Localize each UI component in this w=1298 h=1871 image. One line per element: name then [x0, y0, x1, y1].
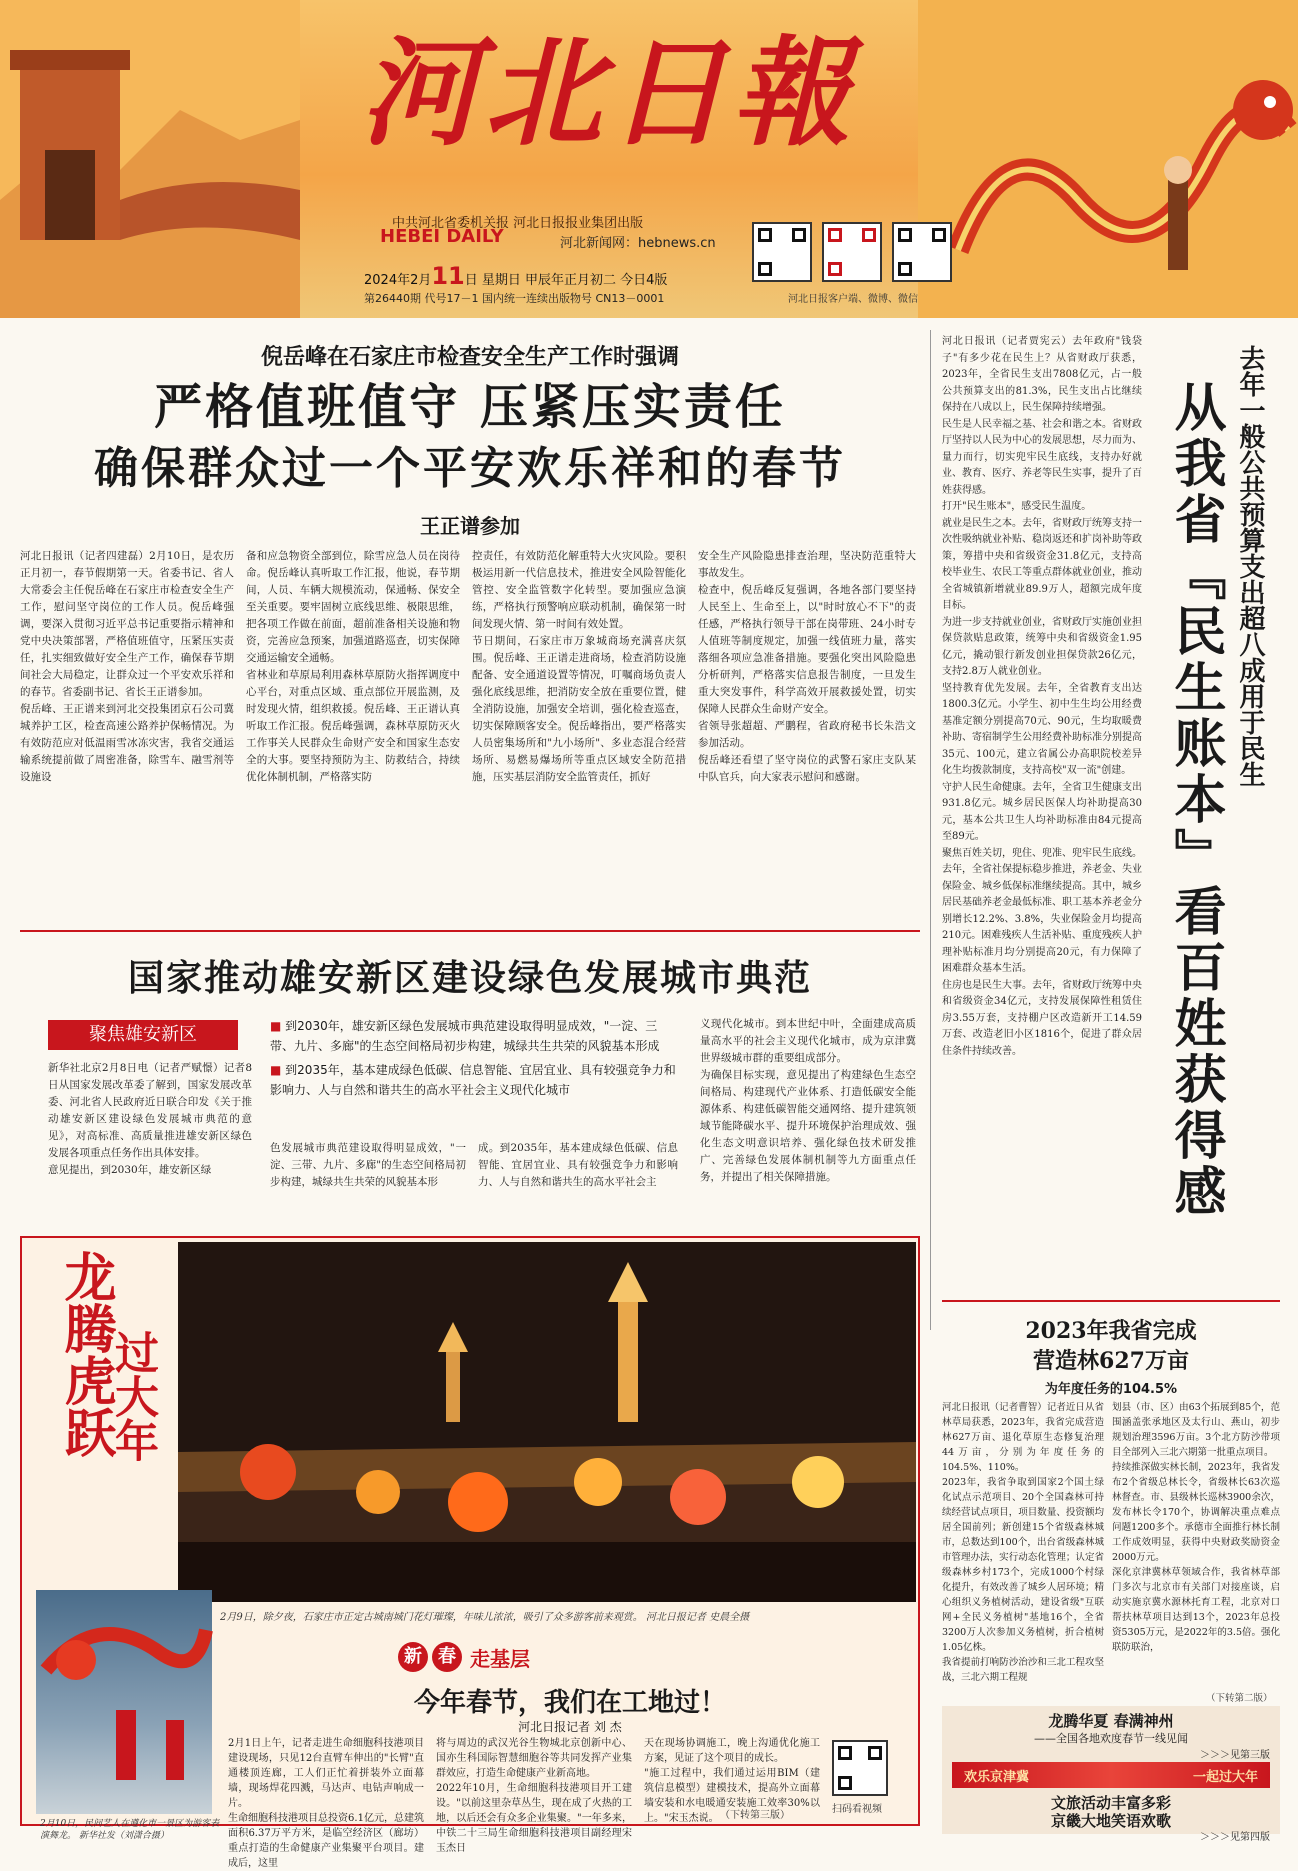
lead-column-4: 安全生产风险隐患排查治理，坚决防范重特大事故发生。 检查中，倪岳峰反复强调，各地各部门要坚持人民至上、生命至上，以"时时放心不下"的责任感，严格执行领导干部在岗带班、24小时专人值班等制度规定，加强一线值班力量，落实落细各项应急准备措施。要强化突出风险隐患分析研判，严格落实信息报告制度，一旦发生重大突发事件，科学高效开展救援处置，切实保障人民群众生命财产安全。 省领导张超超、严鹏程，省政府秘书长朱浩文参加活动。 倪岳峰还看望了坚守岗位的武警石家庄支队某中队官兵，向大家表示慰问和感谢。 — [698, 550, 916, 783]
column-tag-a: 新 — [398, 1642, 428, 1672]
teaser-banner — [952, 1762, 1270, 1788]
bullet-square-icon: ■ — [270, 1019, 282, 1033]
brand-en: HEBEI DAILY — [380, 226, 504, 247]
holiday-continued: （下转第三版） — [720, 1810, 790, 1821]
lantern-photo — [178, 1242, 916, 1602]
dragon-dance-caption: 2月10日，民间艺人在遵化市一景区为游客表演舞龙。 新华社发（刘潇合摄） — [40, 1819, 220, 1841]
qr-code-video[interactable] — [832, 1740, 888, 1796]
lantern-photo-image — [178, 1242, 916, 1602]
xiongan-column-3: 成。到2035年，基本建成绿色低碳、信息智能、宜居宜业、具有较强竞争力和影响力、人与自然和谐共生的高水平社会主 — [478, 1142, 678, 1188]
bullet-2030: ■ 到2030年，雄安新区绿色发展城市典范建设取得明显成效，"一淀、三带、九片、多廊"的生态空间格局初步构建，城绿共生共荣的风貌基本形成 — [270, 1019, 660, 1053]
lead-column-2: 备和应急物资全部到位，除雪应急人员在岗待命。倪岳峰认真听取工作汇报，他说，春节期间，人员、车辆大规模流动，保通畅、保安全至关重要。要牢固树立底线思维、极限思维，把各项工作做在前面，超前准备相关设施和物资，完善应急预案，加强道路巡查，切实保障交通运输安全通畅。 省林业和草原局利用森林草原防火指挥调度中心平台，对重点区域、重点部位开展监测，及时发现火情，组织救援。倪岳峰、王正谱认真听取工作汇报。倪岳峰强调，森林草原防灭火工作事关人民群众生命财产安全和国家生态安全的大事。要坚持预防为主、防救结合，持续优化体制机制，严格落实防 — [246, 550, 460, 783]
section-rule — [20, 930, 920, 932]
teaser-1-title[interactable]: 龙腾华夏 春满神州 — [1048, 1712, 1174, 1730]
holiday-story-title: 今年春节，我们在工地过！ — [413, 1688, 726, 1718]
date-suffix: 日 星期日 甲辰年正月初二 今日4版 — [464, 273, 668, 288]
holiday-column-3: 天在现场协调施工，晚上沟通优化施工方案，见证了这个项目的成长。 "施工过程中，我们通过运用BIM（建筑信息模型）建模技术，提高外立面幕墙安装和水电暖通安装施工效率30%以上。"宋玉杰说。 — [644, 1738, 820, 1824]
forest-continued: （下转第二版） — [1206, 1693, 1273, 1704]
lead-kicker: 倪岳峰在石家庄市检查安全生产工作时强调 — [260, 344, 679, 370]
lead-byline: 王正谱参加 — [420, 514, 520, 538]
qr-video-note: 扫码看视频 — [832, 1804, 882, 1815]
date-day: 11 — [431, 262, 465, 290]
xiongan-column-4: 义现代化城市。到本世纪中叶，全面建成高质量高水平的社会主义现代化城市，成为京津冀世界级城市群的重要组成部分。 为确保目标实现，意见提出了构建绿色生态空间格局、构建现代产业体系、打造低碳安全能源体系、构建低碳智能交通网络、提升建筑领域节能降碳水平、提升环境保护治理成效、强化生态文明意识培养、强化绿色技术研发推广、完善绿色发展体制机制等九方面重点任务，并提出了相关保障措施。 — [700, 1018, 916, 1183]
minsheng-title: 从我省『民生账本』看百姓获得感 — [1165, 380, 1226, 1220]
minsheng-column: 河北日报讯（记者贾宪云）去年政府"钱袋子"有多少花在民生上？从省财政厅获悉，2023年，全省民生支出7808亿元，占一般公共预算支出的81.3%，民生支出占比继续保持在八成以上，民生保障持续增强。 民生是人民幸福之基、社会和谐之本。省财政厅坚持以人民为中心的发展思想，尽力而为、量力而行，切实兜牢民生底线，支持办好就业、教育、医疗、养老等民生实事，提升了百姓获得感。 打开"民生账本"，感受民生温度。 就业是民生之本。去年，省财政厅统筹支持一次性吸纳就业补贴、稳岗返还和扩岗补助等政策，筹措中央和省级资金31.8亿元，支持高校毕业生、农民工等重点群体就业创业，推动全省城镇新增就业89.9万人，超额完成年度目标。 为进一步支持就业创业，省财政厅实施创业担保贷款贴息政策，统筹中央和省级资金1.95亿元，撬动银行新发创业担保贷款26亿元，支持2.8万人就业创业。 坚持教育优先发展。去年，全省教育支出达1800.3亿元。小学生、初中生生均公用经费基准定额分别提高70元、90元，生均取暖费补助、寄宿制学生公用经费补助标准分别提高35元、100元，建立省属公办高职院校差异化生均拨款制度，支持高校"双一流"创建。 守护人民生命健康。去年，全省卫生健康支出931.8亿元。城乡居民医保人均补助提高30元，基本公共卫生人均补助标准由84元提高至89元。 聚焦百姓关切，兜住、兜准、兜牢民生底线。 去年，全省社保提标稳步推进，养老金、失业保险金、城乡低保标准继续提高。其中，城乡居民基础养老金最低标准、职工基本养老金分别增长12.2%、3.8%，失业保险金月均提高210元。困难残疾人生活补贴、重度残疾人护理补贴标准月均分别提高20元，有力保障了困难群众基本生活。 住房也是民生大事。去年，省财政厅统筹中央和省级资金34亿元，支持发展保障性租赁住房3.55万套，支持棚户区改造新开工14.59万套、改造老旧小区1816个，促进了群众居住条件持续改善。 — [942, 336, 1142, 1057]
logo: 河北日報 — [360, 23, 857, 162]
bullet-2035: ■ 到2035年，基本建成绿色低碳、信息智能、宜居宜业、具有较强竞争力和影响力、人与自然和谐共生的高水平社会主义现代化城市 — [270, 1063, 676, 1097]
xiongan-title: 国家推动雄安新区建设绿色发展城市典范 — [127, 957, 812, 999]
banner-right: 一起过大年 — [1192, 1769, 1258, 1785]
holiday-vertical-1: 龙腾虎跃 — [55, 1250, 116, 1458]
masthead — [0, 0, 1298, 318]
forest-subtitle: 为年度任务的104.5% — [1044, 1382, 1178, 1397]
dragon-dance-image — [36, 1590, 212, 1814]
column-tag — [398, 1640, 530, 1674]
banner-left: 欢乐京津冀 — [964, 1769, 1030, 1785]
xiongan-bullets — [270, 1016, 680, 1116]
lead-column-3: 控责任，有效防范化解重特大火灾风险。要积极运用新一代信息技术，推进安全风险智能化管控、安全监管数字化转型。要加强应急演练，严格执行预警响应联动机制，确保第一时间发现火情、第一时间有效处置。 节日期间，石家庄市万象城商场充满喜庆氛围。倪岳峰、王正谱走进商场，检查消防设施配备、安全通道设置等情况，叮嘱商场负责人强化底线思维，把消防安全放在重要位置，健全消防设施，加强安全培训，强化检查巡查，切实保障顾客安全。倪岳峰指出，要严格落实人员密集场所和"九小场所"、多业态混合经营场所、易燃易爆场所等重点区域安全防范措施，压实基层消防安全监管责任，抓好 — [472, 550, 686, 783]
holiday-story-byline: 河北日报记者 刘 杰 — [518, 1720, 622, 1734]
website: 河北新闻网：hebnews.cn — [560, 236, 716, 251]
xiongan-column-2: 色发展城市典范建设取得明显成效，"一淀、三带、九片、多廊"的生态空间格局初步构建，城绿共生共荣的风貌基本形 — [270, 1142, 466, 1188]
holiday-column-1: 2月1日上午，记者走进生命细胞科技港项目建设现场，只见12台直臂车伸出的"长臂"直通楼顶连廊，工人们正忙着拼装外立面幕墙，现场焊花四溅，马达声、电钻声响成一片。 生命细胞科技港项目总投资6.1亿元，总建筑面积6.37万平方米，是临空经济区（廊坊）重点打造的生命健康产业集聚平台项目。建成后，这里 — [228, 1738, 424, 1869]
teaser-2-ref[interactable]: ＞＞＞见第四版 — [1200, 1832, 1270, 1843]
forest-title-1: 2023年我省完成 — [1025, 1318, 1197, 1344]
xiongan-tag: 聚焦雄安新区 — [48, 1020, 238, 1050]
column-tag-b: 春 — [432, 1642, 462, 1672]
qr-code-wechat[interactable] — [892, 222, 952, 282]
issue-date — [364, 262, 667, 290]
teaser-2-line1[interactable]: 文旅活动丰富多彩 — [1050, 1794, 1171, 1812]
bullet-square-icon: ■ — [270, 1063, 282, 1077]
dragon-illustration — [918, 0, 1298, 318]
forest-column-1: 河北日报讯（记者曹智）记者近日从省林草局获悉，2023年，我省完成营造林627万亩、退化草原生态修复治理44万亩，分别为年度任务的104.5%、110%。 2023年，我省争取到国家2个国土绿化试点示范项目、20个全国森林可持续经营试点项目，项目数量、投资额均居全国前列；新创建15个省级森林城市，总数达到100个，出台省级森林城市管理办法，实行动态化管理；认定省级森林乡村173个，完成1000个村绿化提升，有效改善了城乡人居环境；精心组织义务植树活动，建设省级"互联网+全民义务植树"基地16个，全省3200万人次参加义务植树，折合植树1.05亿株。 我省提前打响防沙治沙和三北工程攻坚战，三北六期工程规 — [942, 1402, 1104, 1683]
lantern-photo-caption: 2月9日，除夕夜，石家庄市正定古城南城门花灯璀璨，年味儿浓浓，吸引了众多游客前来观赏。 河北日报记者 史晨全摄 — [220, 1612, 750, 1623]
teaser-1-sub: ——全国各地欢度春节一线见闻 — [1034, 1732, 1188, 1745]
lead-title-line1: 严格值班值守 压紧压实责任 — [154, 379, 786, 435]
great-wall-illustration — [0, 0, 300, 318]
qr-code-app[interactable] — [752, 222, 812, 282]
issue-number: 第26440期 代号17－1 国内统一连续出版物号 CN13－0001 — [364, 292, 665, 305]
holiday-column-2: 将与周边的武汉光谷生物城北京创新中心、国亦生科国际智慧细胞谷等共同发挥产业集群效应，打造生命健康产业新高地。 2022年10月，生命细胞科技港项目开工建设。"以前这里杂草丛生，现在成了火热的工地，以后还会有众多企业集聚。"一年多来，中铁二十三局生命细胞科技港项目副经理宋玉杰日 — [436, 1738, 632, 1854]
publisher: 中共河北省委机关报 河北日报报业集团出版 — [392, 216, 644, 231]
lead-column-1: 河北日报讯（记者四建磊）2月10日，是农历正月初一，春节假期第一天。省委书记、省人大常委会主任倪岳峰在石家庄市检查安全生产工作，慰问坚守岗位的工作人员。倪岳峰强调，要深入贯彻习近平总书记重要指示精神和党中央决策部署，严格值班值守，压紧压实责任，扎实细致做好安全生产工作，确保春节期间社会大局稳定，让群众过一个平安欢乐祥和的春节。省委副书记、省长王正谱参加。 倪岳峰、王正谱来到河北交投集团京石公司冀城养护工区，检查高速公路养护保畅情况。为有效防范应对低温雨雪冰冻灾害，我省交通运输系统提前做了周密准备，除雪车、融雪剂等设施设 — [20, 550, 234, 783]
lead-title-line2: 确保群众过一个平安欢乐祥和的春节 — [94, 443, 846, 494]
divider — [930, 330, 931, 1330]
forest-title-2: 营造林627万亩 — [1033, 1348, 1189, 1374]
forest-rule — [942, 1300, 1280, 1302]
qr-code-weibo[interactable] — [822, 222, 882, 282]
column-tag-c: 走基层 — [470, 1646, 530, 1671]
date-prefix: 2024年2月 — [364, 273, 432, 288]
xiongan-column-1: 新华社北京2月8日电（记者严赋憬）记者8日从国家发展改革委了解到，国家发展改革委、河北省人民政府近日联合印发《关于推动雄安新区建设绿色发展城市典范的意见》，对高标准、高质量推进雄安新区绿色发展各项重点任务作出具体安排。 意见提出，到2030年，雄安新区绿 — [48, 1062, 252, 1176]
qr-caption: 河北日报客户端、微博、微信 — [788, 294, 918, 305]
minsheng-kicker: 去年一般公共预算支出超八成用于民生 — [1235, 345, 1265, 787]
teaser-1-ref[interactable]: ＞＞＞见第三版 — [1200, 1750, 1270, 1761]
holiday-vertical-2: 过大年 — [107, 1330, 158, 1462]
dragon-dance-photo — [36, 1590, 212, 1814]
teaser-2-line2[interactable]: 京畿大地笑语欢歌 — [1050, 1812, 1171, 1830]
forest-column-2: 划县（市、区）由63个拓展到85个，范围涵盖张承地区及太行山、燕山，初步规划治理3596万亩。3个北方防沙带项目全部列入三北六期第一批重点项目。 持续推深做实林长制，2023年，我省发布2个省级总林长令，省级林长63次巡林督查。市、县级林长巡林3900余次，发布林长令170个，协调解决重点难点问题1200多个。承德市全面推行林长制工作成效明显，获得中央财政奖励资金2000万元。 深化京津冀林草领域合作，我省林草部门多次与北京市有关部门对接座谈，启动实施京冀水源林托育工程，北京对口帮扶林草项目达到13个，2023年总投资5305万元，是2022年的3.5倍。强化联防联治， — [1112, 1402, 1280, 1653]
